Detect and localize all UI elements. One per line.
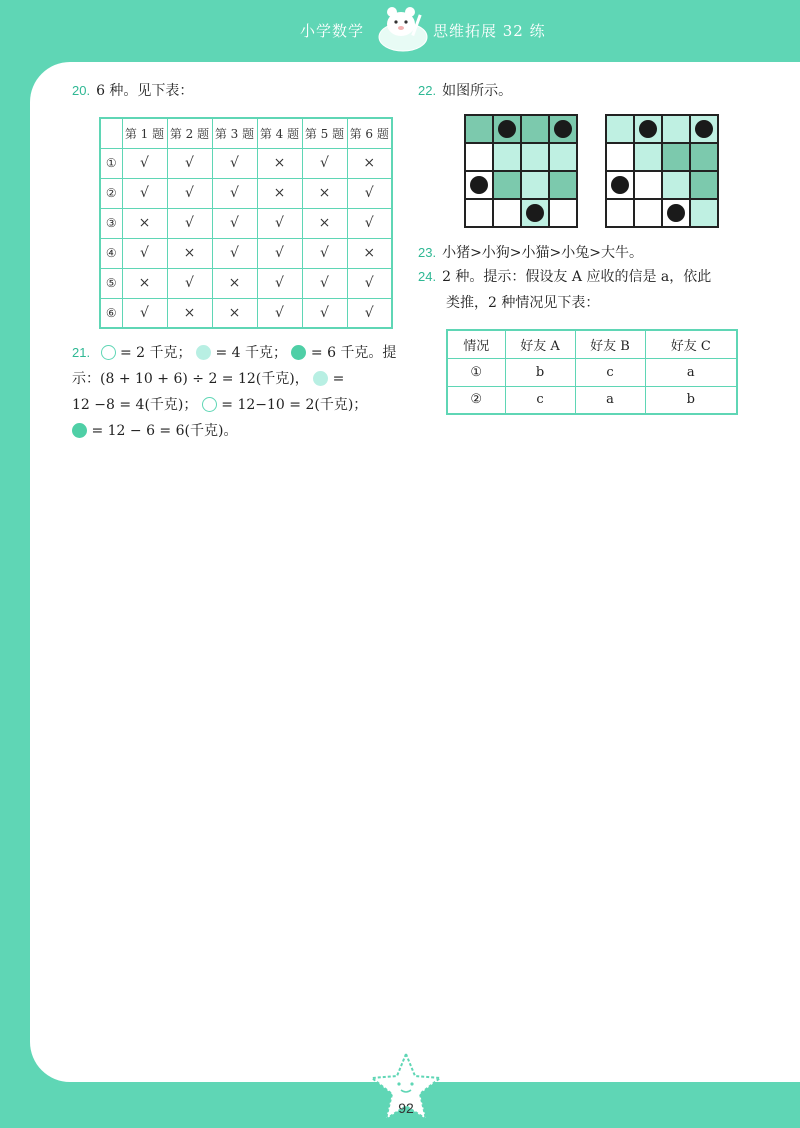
table-cell: √ bbox=[167, 208, 212, 238]
column-header: 好友 C bbox=[645, 330, 737, 358]
table-cell: √ bbox=[302, 298, 347, 328]
table-cell: √ bbox=[257, 238, 302, 268]
column-header: 第 4 题 bbox=[257, 118, 302, 148]
board-cell bbox=[606, 115, 634, 143]
board-cell bbox=[549, 143, 577, 171]
table-cell: × bbox=[167, 298, 212, 328]
table-cell: √ bbox=[302, 268, 347, 298]
question-20 bbox=[72, 78, 193, 104]
answer-text: = 4 千克； bbox=[215, 345, 287, 361]
board-cell bbox=[549, 171, 577, 199]
board-cell bbox=[690, 199, 718, 227]
row-label: ① bbox=[100, 148, 122, 178]
column-header: 第 3 题 bbox=[212, 118, 257, 148]
table-cell: × bbox=[257, 148, 302, 178]
table-cell: × bbox=[302, 208, 347, 238]
table-cell: √ bbox=[122, 298, 167, 328]
answer-text: 示：(8 + 10 + 6) ÷ 2 = 12(千克)， bbox=[72, 371, 309, 387]
row-label: ⑥ bbox=[100, 298, 122, 328]
board-cell bbox=[549, 199, 577, 227]
column-header: 第 5 题 bbox=[302, 118, 347, 148]
table-cell: √ bbox=[122, 178, 167, 208]
table-cell: √ bbox=[302, 148, 347, 178]
black-piece-icon bbox=[695, 120, 713, 138]
light-circle-icon bbox=[196, 345, 211, 360]
table-row bbox=[100, 238, 392, 268]
black-piece-icon bbox=[639, 120, 657, 138]
table-cell: √ bbox=[212, 238, 257, 268]
board-cell bbox=[521, 171, 549, 199]
table-cell: √ bbox=[167, 148, 212, 178]
question-number: 21. bbox=[72, 345, 91, 360]
table-cell: × bbox=[302, 178, 347, 208]
answer-text: 类推，2 种情况见下表： bbox=[446, 295, 600, 311]
question-number: 20. bbox=[72, 83, 91, 98]
board-cell bbox=[690, 115, 718, 143]
open-circle-icon bbox=[101, 345, 116, 360]
table-corner bbox=[100, 118, 122, 148]
black-piece-icon bbox=[667, 204, 685, 222]
table-cell: × bbox=[257, 178, 302, 208]
case-table bbox=[446, 329, 738, 415]
board-diagram-1 bbox=[464, 114, 578, 228]
board-cell bbox=[521, 115, 549, 143]
board-cell bbox=[634, 171, 662, 199]
answer-text: = 2 千克； bbox=[119, 345, 192, 361]
question-22 bbox=[418, 78, 512, 104]
table-cell: c bbox=[505, 386, 575, 414]
dark-circle-icon bbox=[72, 423, 87, 438]
table-cell: × bbox=[347, 238, 392, 268]
answer-text: 如图所示。 bbox=[442, 83, 513, 99]
board-cell bbox=[606, 199, 634, 227]
table-row bbox=[100, 208, 392, 238]
bear-mascot-icon bbox=[375, 4, 431, 54]
board-cell bbox=[634, 199, 662, 227]
answer-text: = 12−10 = 2(千克)； bbox=[221, 397, 368, 413]
question-number: 23. bbox=[418, 245, 437, 260]
board-cell bbox=[493, 143, 521, 171]
board-cell bbox=[606, 171, 634, 199]
page-number: 92 bbox=[398, 1100, 414, 1116]
table-cell: × bbox=[212, 298, 257, 328]
question-24 bbox=[418, 264, 758, 316]
table-cell: √ bbox=[257, 208, 302, 238]
board-cell bbox=[606, 143, 634, 171]
black-piece-icon bbox=[526, 204, 544, 222]
column-header: 好友 B bbox=[575, 330, 645, 358]
open-circle-icon bbox=[202, 397, 217, 412]
row-label: ④ bbox=[100, 238, 122, 268]
table-cell: √ bbox=[212, 178, 257, 208]
black-piece-icon bbox=[470, 176, 488, 194]
board-cell bbox=[549, 115, 577, 143]
board-cell bbox=[493, 171, 521, 199]
answer-text: 2 种。提示：假设友 A 应收的信是 a，依此 bbox=[442, 269, 712, 285]
table-cell: √ bbox=[167, 268, 212, 298]
board-cell bbox=[493, 115, 521, 143]
board-cell bbox=[465, 171, 493, 199]
table-row bbox=[100, 268, 392, 298]
table-cell: × bbox=[122, 208, 167, 238]
table-row bbox=[447, 358, 737, 386]
table-cell: √ bbox=[302, 238, 347, 268]
board-cell bbox=[634, 143, 662, 171]
table-cell: √ bbox=[347, 178, 392, 208]
answer-text: 12 −8 = 4(千克)； bbox=[72, 397, 198, 413]
table-row bbox=[447, 386, 737, 414]
table-cell: √ bbox=[347, 298, 392, 328]
black-piece-icon bbox=[498, 120, 516, 138]
table-cell: c bbox=[575, 358, 645, 386]
page-header bbox=[0, 0, 800, 62]
answer-text: = 12 − 6 = 6(千克)。 bbox=[91, 423, 238, 439]
table-cell: a bbox=[575, 386, 645, 414]
board-diagram-2 bbox=[605, 114, 719, 228]
table-row bbox=[100, 148, 392, 178]
table-cell: √ bbox=[212, 148, 257, 178]
board-cell bbox=[690, 143, 718, 171]
answer-text: 小猪>小狗>小猫>小兔>大牛。 bbox=[442, 245, 643, 261]
column-header: 第 2 题 bbox=[167, 118, 212, 148]
answer-text: = 6 千克。提 bbox=[310, 345, 397, 361]
header-left-title: 小学数学 bbox=[300, 22, 365, 40]
table-cell: a bbox=[645, 358, 737, 386]
board-cell bbox=[662, 115, 690, 143]
table-cell: × bbox=[347, 148, 392, 178]
table-cell: √ bbox=[212, 208, 257, 238]
board-cell bbox=[662, 143, 690, 171]
board-cell bbox=[634, 115, 662, 143]
board-cell bbox=[493, 199, 521, 227]
board-cell bbox=[521, 143, 549, 171]
table-cell: ② bbox=[447, 386, 505, 414]
table-cell: × bbox=[212, 268, 257, 298]
table-cell: √ bbox=[347, 208, 392, 238]
board-cell bbox=[465, 115, 493, 143]
table-cell: b bbox=[645, 386, 737, 414]
table-cell: √ bbox=[122, 148, 167, 178]
board-cell bbox=[521, 199, 549, 227]
table-cell: √ bbox=[347, 268, 392, 298]
table-cell: × bbox=[122, 268, 167, 298]
table-row bbox=[100, 298, 392, 328]
question-21 bbox=[72, 340, 402, 444]
row-label: ⑤ bbox=[100, 268, 122, 298]
column-header: 好友 A bbox=[505, 330, 575, 358]
star-icon bbox=[368, 1052, 444, 1122]
board-cell bbox=[690, 171, 718, 199]
answer-text: = bbox=[332, 371, 345, 387]
black-piece-icon bbox=[611, 176, 629, 194]
light-circle-icon bbox=[313, 371, 328, 386]
table-cell: × bbox=[167, 238, 212, 268]
board-cell bbox=[465, 199, 493, 227]
table-cell: ① bbox=[447, 358, 505, 386]
table-cell: √ bbox=[257, 268, 302, 298]
table-row bbox=[100, 178, 392, 208]
answer-table-24 bbox=[446, 329, 738, 415]
header-right-title: 思维拓展 32 练 bbox=[433, 22, 546, 40]
column-header: 情况 bbox=[447, 330, 505, 358]
table-cell: √ bbox=[122, 238, 167, 268]
question-number: 22. bbox=[418, 83, 437, 98]
answer-table-20 bbox=[99, 117, 393, 329]
dark-circle-icon bbox=[291, 345, 306, 360]
question-23 bbox=[418, 240, 643, 266]
board-cell bbox=[662, 171, 690, 199]
table-cell: √ bbox=[257, 298, 302, 328]
question-number: 24. bbox=[418, 269, 437, 284]
row-label: ② bbox=[100, 178, 122, 208]
board-cell bbox=[662, 199, 690, 227]
board-cell bbox=[465, 143, 493, 171]
answer-text: 6 种。见下表： bbox=[96, 83, 194, 99]
column-header: 第 1 题 bbox=[122, 118, 167, 148]
black-piece-icon bbox=[554, 120, 572, 138]
table-cell: b bbox=[505, 358, 575, 386]
truth-table bbox=[99, 117, 393, 329]
column-header: 第 6 题 bbox=[347, 118, 392, 148]
row-label: ③ bbox=[100, 208, 122, 238]
table-cell: √ bbox=[167, 178, 212, 208]
